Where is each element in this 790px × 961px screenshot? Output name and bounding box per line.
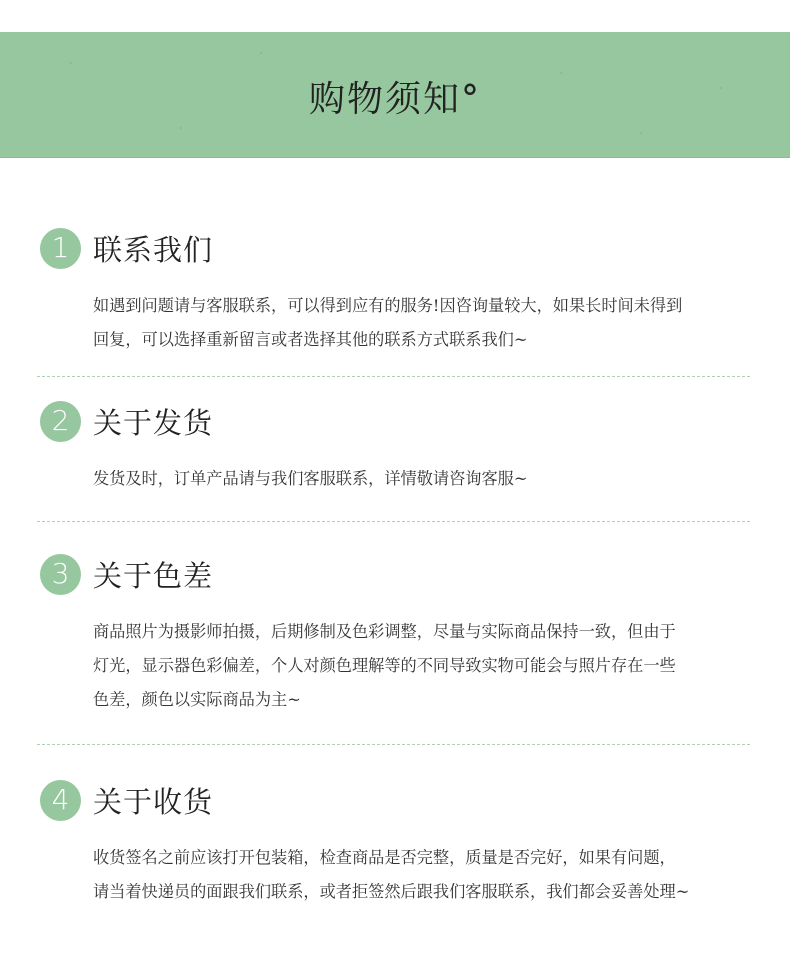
body-line: 商品照片为摄影师拍摄，后期修制及色彩调整，尽量与实际商品保持一致，但由于 [93, 622, 676, 641]
texture-speck [720, 87, 722, 89]
section-contact-us [40, 227, 750, 357]
section-receiving [40, 779, 750, 909]
section-divider [37, 744, 750, 745]
section-title: 联系我们 [93, 232, 214, 267]
body-line: 收货签名之前应该打开包装箱，检查商品是否完整，质量是否完好，如果有问题， [93, 848, 676, 867]
texture-speck [260, 52, 262, 54]
section-divider [37, 376, 750, 377]
section-title: 关于色差 [93, 558, 214, 593]
section-body [93, 841, 753, 909]
section-color-difference [40, 553, 750, 717]
body-line: 如遇到问题请与客服联系，可以得到应有的服务!因咨询量较大，如果长时间未得到 [93, 296, 683, 315]
body-line: 灯光，显示器色彩偏差，个人对颜色理解等的不同导致实物可能会与照片存在一些 [93, 656, 676, 675]
section-body [93, 462, 753, 496]
section-number-badge: 2 [40, 401, 81, 442]
section-title: 关于收货 [93, 784, 214, 819]
texture-speck [70, 62, 72, 64]
section-header [40, 553, 750, 595]
header-banner [0, 32, 790, 158]
section-body [93, 289, 753, 357]
section-body [93, 615, 753, 717]
body-line: 请当着快递员的面跟我们联系，或者拒签然后跟我们客服联系，我们都会妥善处理~ [93, 882, 690, 901]
section-number-badge: 1 [40, 228, 81, 269]
body-line: 回复，可以选择重新留言或者选择其他的联系方式联系我们~ [93, 330, 528, 349]
section-shipping [40, 400, 750, 496]
section-header [40, 400, 750, 442]
texture-speck [560, 72, 562, 74]
body-line: 色差，颜色以实际商品为主~ [93, 690, 301, 709]
section-header [40, 779, 750, 821]
section-header [40, 227, 750, 269]
page-title: 购物须知° [308, 79, 481, 120]
section-number-badge: 3 [40, 554, 81, 595]
texture-speck [180, 127, 182, 129]
body-line: 发货及时，订单产品请与我们客服联系，详情敬请咨询客服~ [93, 469, 528, 488]
section-title: 关于发货 [93, 405, 214, 440]
section-number-badge: 4 [40, 780, 81, 821]
section-divider [37, 521, 750, 522]
texture-speck [640, 132, 642, 134]
